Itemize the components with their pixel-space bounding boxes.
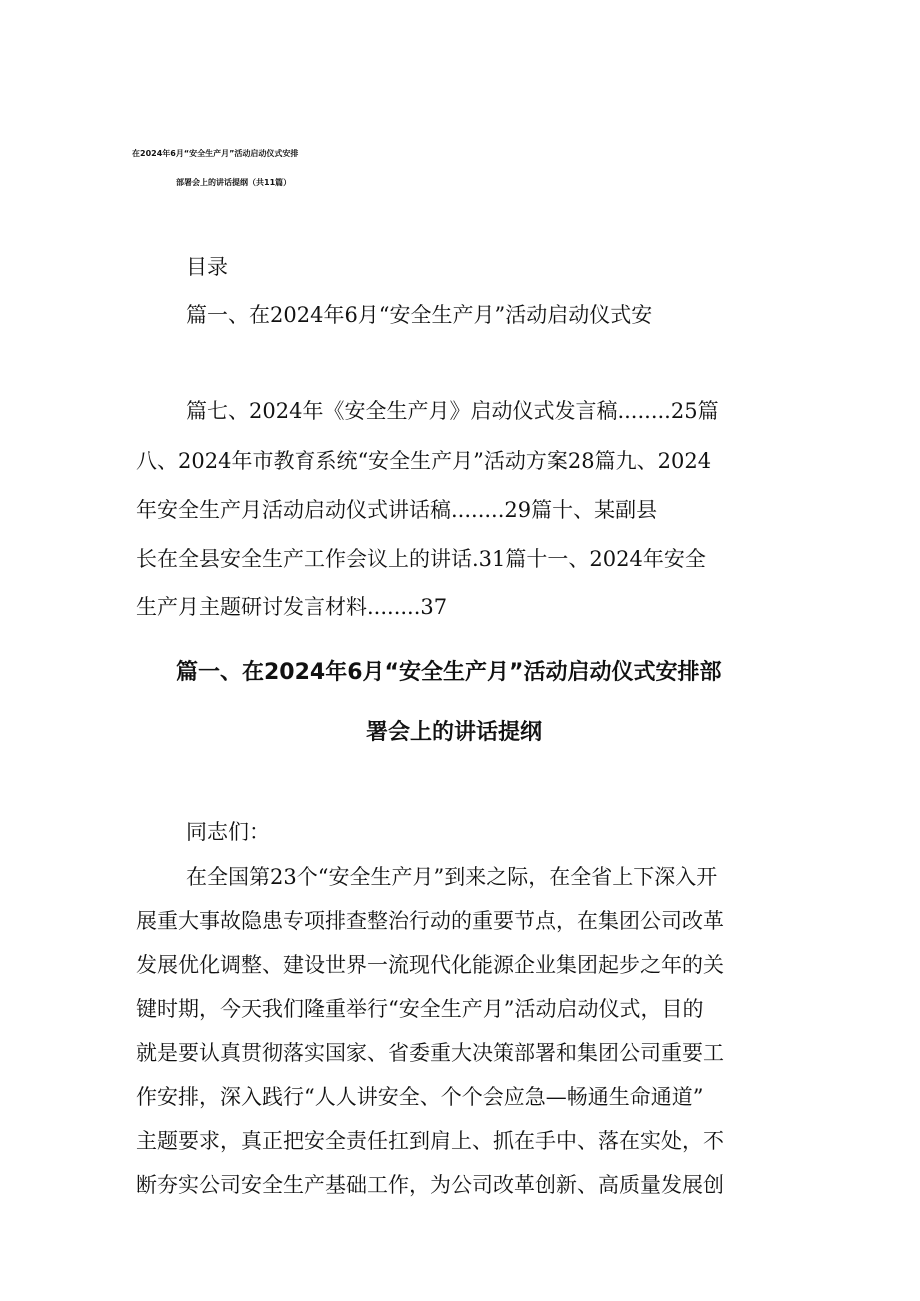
body-line: 断夯实公司安全生产基础工作，为公司改革创新、高质量发展创 [136,1173,724,1197]
toc-line: 八、2024年市教育系统“安全生产月”活动方案28篇九、2024 [136,449,712,473]
body-line: 键时期，今天我们隆重举行“安全生产月”活动启动仪式，目的 [136,997,704,1021]
body-line: 就是要认真贯彻落实国家、省委重大决策部署和集团公司重要工 [136,1041,724,1065]
toc-line: 生产月主题研讨发言材料........37 [136,595,448,619]
toc-line: 长在全县安全生产工作会议上的讲话.31篇十一、2024年安全 [136,547,706,571]
toc-heading: 目录 [186,255,228,279]
body-line: 作安排，深入践行“人人讲安全、个个会应急—畅通生命通道” [136,1085,704,1109]
section-title-line-1: 篇一、在2024年6月“安全生产月”活动启动仪式安排部 [176,660,722,685]
body-line: 在全国第23个“安全生产月”到来之际，在全省上下深入开 [186,865,718,889]
body-line: 展重大事故隐患专项排查整治行动的重要节点，在集团公司改革 [136,909,724,933]
toc-line: 年安全生产月活动启动仪式讲话稿........29篇十、某副县 [136,498,658,522]
document-title-line-2: 部署会上的讲话提纲（共11篇） [176,178,292,187]
toc-line: 篇七、2024年《安全生产月》启动仪式发言稿........25篇 [186,399,719,423]
salutation: 同志们： [186,820,270,844]
body-line: 主题要求，真正把安全责任扛到肩上、抓在手中、落在实处，不 [136,1129,724,1153]
body-line: 发展优化调整、建设世界一流现代化能源企业集团起步之年的关 [136,953,724,977]
section-title-line-2: 署会上的讲话提纲 [366,720,543,745]
document-title-line-1: 在2024年6月“安全生产月”活动启动仪式安排 [132,149,299,158]
toc-entry-1: 篇一、在2024年6月“安全生产月”活动启动仪式安 [186,303,653,327]
